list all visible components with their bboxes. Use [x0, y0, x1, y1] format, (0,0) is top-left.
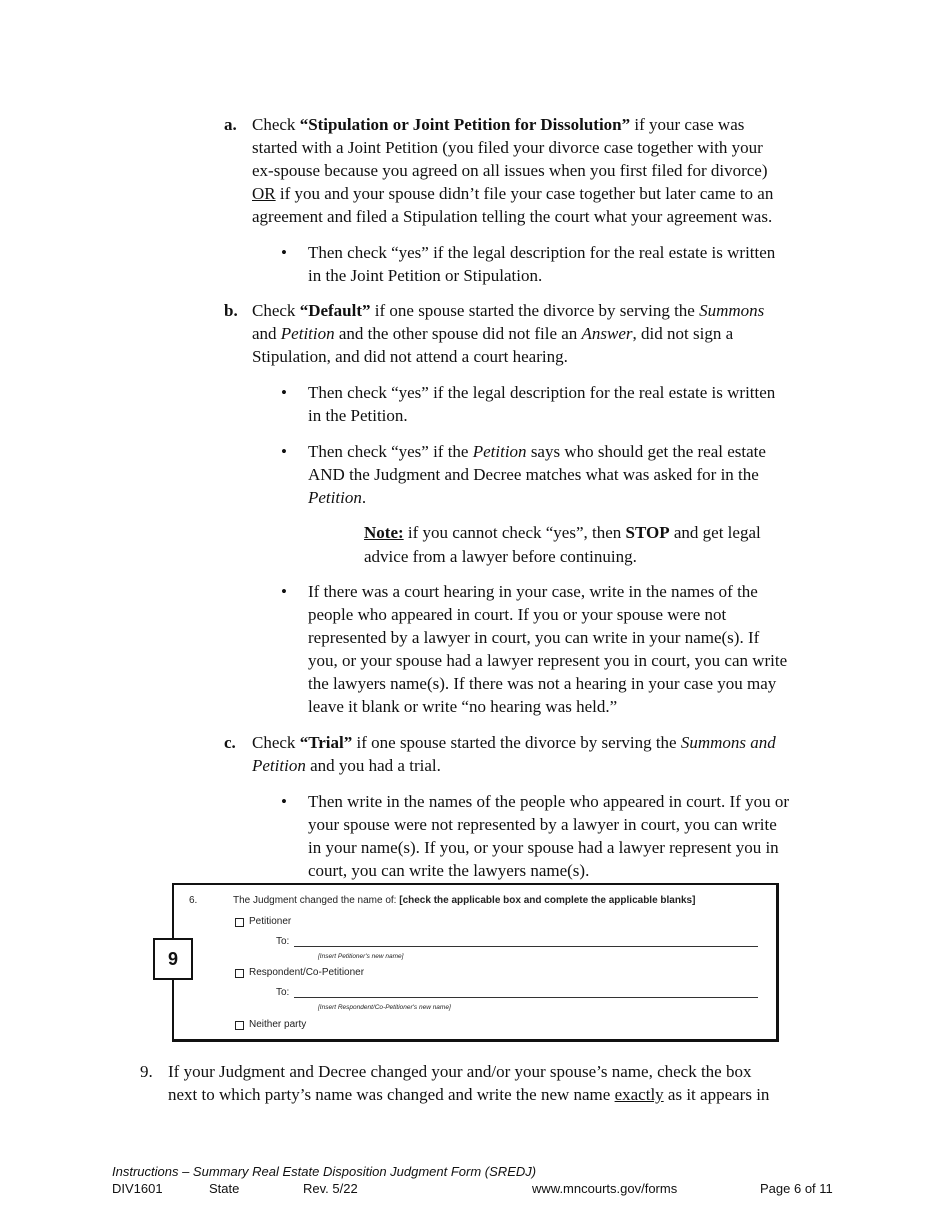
bullet: • — [281, 582, 287, 601]
item-9-marker: 9. — [140, 1062, 153, 1081]
item-b-bullet-3-line-5: the lawyers name(s). If there was not a hearing in your case you may — [308, 674, 777, 693]
bullet: • — [281, 792, 287, 811]
item-b-bullet-3-line-1: If there was a court hearing in your case, write in the names of the — [308, 582, 758, 601]
footer-form-code: DIV1601 — [112, 1181, 163, 1196]
item-b-line-3: Stipulation, and did not attend a court hearing. — [252, 347, 568, 366]
item-b-line-1: Check “Default” if one spouse started the divorce by serving the Summons — [252, 301, 765, 320]
respondent-hint: [Insert Respondent/Co-Petitioner's new name] — [318, 1004, 451, 1011]
item-a-line-5: agreement and filed a Stipulation telling the court what your agreement was. — [252, 207, 773, 226]
item-c-line-2: Petition and you had a trial. — [252, 756, 441, 775]
respondent-checkbox[interactable] — [235, 969, 244, 978]
item-c-line-1: Check “Trial” if one spouse started the divorce by serving the Summons and — [252, 733, 776, 752]
item-9-line-2: next to which party’s name was changed and write the new name exactly as it appears in — [168, 1085, 770, 1104]
bullet: • — [281, 243, 287, 262]
bullet: • — [281, 383, 287, 402]
petitioner-new-name-line[interactable] — [294, 946, 758, 947]
item-b-bullet-3-line-6: leave it blank or write “no hearing was held.” — [308, 697, 618, 716]
form-intro: The Judgment changed the name of: [check the applicable box and complete the applicable blanks] — [233, 895, 696, 906]
item-c-bullet-1-line-2: your spouse were not represented by a lawyer in court, you can write — [308, 815, 777, 834]
item-a-line-3: ex-spouse because you agreed on all issues when you first filed for divorce) — [252, 161, 768, 180]
neither-party-checkbox[interactable] — [235, 1021, 244, 1030]
petitioner-to-label: To: — [276, 936, 290, 947]
item-a-line-4: OR if you and your spouse didn’t file your case together but later came to an — [252, 184, 774, 203]
petitioner-label: Petitioner — [249, 916, 292, 927]
form-excerpt — [172, 883, 779, 1042]
respondent-label: Respondent/Co-Petitioner — [249, 967, 365, 978]
item-b-bullet-3-line-4: you, or your spouse had a lawyer represent you in court, you can write — [308, 651, 788, 670]
item-c-marker: c. — [224, 733, 236, 752]
item-c-bullet-1-line-1: Then write in the names of the people who appeared in court. If you or — [308, 792, 790, 811]
respondent-to-label: To: — [276, 987, 290, 998]
item-a-line-2: started with a Joint Petition (you filed your divorce case together with your — [252, 138, 763, 157]
footer-page-number: Page 6 of 11 — [760, 1181, 833, 1196]
item-a-marker: a. — [224, 115, 237, 134]
footer-title: Instructions – Summary Real Estate Disposition Judgment Form (SREDJ) — [112, 1164, 537, 1179]
note-line-1: Note: if you cannot check “yes”, then STOP and get legal — [364, 523, 761, 542]
footer-revision: Rev. 5/22 — [303, 1181, 358, 1196]
item-b-bullet-2-line-2: AND the Judgment and Decree matches what was asked for in the — [308, 465, 759, 484]
item-b-bullet-1-line-2: in the Petition. — [308, 406, 408, 425]
petitioner-hint: [Insert Petitioner's new name] — [318, 953, 404, 960]
item-a-bullet-1-line-2: in the Joint Petition or Stipulation. — [308, 266, 543, 285]
petitioner-checkbox[interactable] — [235, 918, 244, 927]
step-callout-badge: 9 — [153, 938, 193, 980]
form-item-number: 6. — [189, 895, 198, 906]
neither-party-label: Neither party — [249, 1019, 307, 1030]
item-b-bullet-2-line-1: Then check “yes” if the Petition says who should get the real estate — [308, 442, 766, 461]
respondent-new-name-line[interactable] — [294, 997, 758, 998]
item-b-bullet-2-line-3: Petition. — [308, 488, 367, 507]
item-b-line-2: and Petition and the other spouse did not file an Answer, did not sign a — [252, 324, 734, 343]
item-9-line-1: If your Judgment and Decree changed your and/or your spouse’s name, check the box — [168, 1062, 752, 1081]
item-b-marker: b. — [224, 301, 238, 320]
item-b-bullet-1-line-1: Then check “yes” if the legal description for the real estate is written — [308, 383, 776, 402]
footer-url[interactable]: www.mncourts.gov/forms — [532, 1181, 678, 1196]
footer-jurisdiction: State — [209, 1181, 240, 1196]
item-b-bullet-3-line-2: people who appeared in court. If you or your spouse were not — [308, 605, 727, 624]
note-line-2: advice from a lawyer before continuing. — [364, 547, 637, 566]
item-a-bullet-1-line-1: Then check “yes” if the legal description for the real estate is written — [308, 243, 776, 262]
item-b-bullet-3-line-3: represented by a lawyer in court, you can write in your name(s). If — [308, 628, 760, 647]
item-c-bullet-1-line-4: court, you can write the lawyers name(s). — [308, 861, 590, 880]
item-c-bullet-1-line-3: in your name(s). If you, or your spouse had a lawyer represent you in — [308, 838, 779, 857]
bullet: • — [281, 442, 287, 461]
item-a-line-1: Check “Stipulation or Joint Petition for Dissolution” if your case was — [252, 115, 745, 134]
